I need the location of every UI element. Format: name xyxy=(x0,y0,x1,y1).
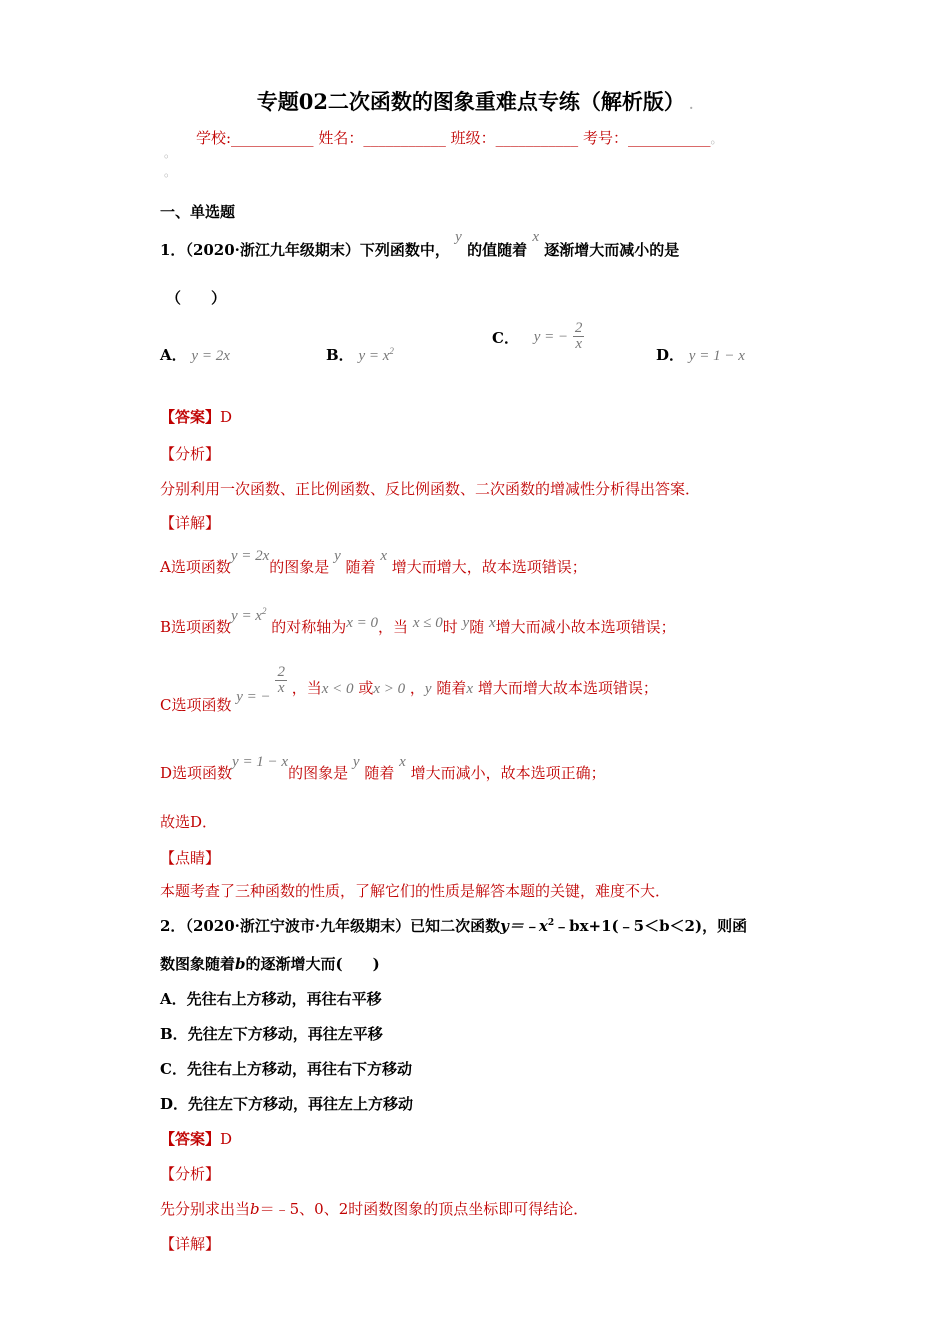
section-heading: 一、单选题 xyxy=(160,203,236,221)
detail-conclusion: 故选D． xyxy=(160,813,218,831)
option-c[interactable]: C． y = − $\frac{2}{x}$ xyxy=(492,320,583,352)
question-2-stem: 2．（2020·浙江宁波市·九年级期末）已知二次函数$y=﹣x^2﹣bx+1(﹣5<b<2)$，则函 xyxy=(160,917,748,935)
option-a[interactable]: A． y = 2x xyxy=(160,346,230,364)
detail-a: A选项函数y = 2x的图象是 y 随着 x 增大而增大，故本选项错误； xyxy=(160,548,587,576)
q2-option-b[interactable]: B．先往左下方移动，再往左平移 xyxy=(160,1025,383,1043)
q2-analysis-tag: 【分析】 xyxy=(160,1165,221,1183)
detail-d: D选项函数y = 1 − x的图象是 y 随着 x 增大而减小，故本选项正确； xyxy=(160,754,606,782)
name-field[interactable]: 姓名：___________ xyxy=(318,129,446,147)
student-info-row: 学校:___________ 姓名：___________ 班级：___________ 考号：___________。 xyxy=(196,129,723,147)
option-b[interactable]: B． $y = x^2$ xyxy=(326,346,394,364)
comment-tag: 【点睛】 xyxy=(160,849,221,867)
paragraph-mark: 。 xyxy=(164,165,177,179)
detail-b: B选项函数$y = x^2$ 的对称轴为x = 0，当 x ≤ 0时 y随 x增大而减小故本选项错误； xyxy=(160,606,676,636)
answer-line: 【答案】D xyxy=(160,408,233,426)
question-1-paren: （ ） xyxy=(166,289,227,307)
page-title: 专题02二次函数的图象重难点专练（解析版） . xyxy=(256,89,694,114)
analysis-text: 分别利用一次函数、正比例函数、反比例函数、二次函数的增减性分析得出答案． xyxy=(160,480,701,498)
comment-text: 本题考查了三种函数的性质，了解它们的性质是解答本题的关键，难度不大． xyxy=(160,882,671,900)
q2-option-c[interactable]: C．先往右上方移动，再往右下方移动 xyxy=(160,1060,412,1078)
detail-c: C选项函数 y = − $\frac{2}{x}$ ，当x < 0 或x > 0 ，y 随着x 增大而增大故本选项错误； xyxy=(160,664,658,714)
class-field[interactable]: 班级：___________ xyxy=(450,129,579,147)
school-field[interactable]: 学校:___________ xyxy=(196,129,314,147)
question-1-stem: 1．（2020·浙江九年级期末）下列函数中， y 的值随着 x 逐渐增大而减小的是 xyxy=(160,229,680,259)
paragraph-mark: 。 xyxy=(164,146,177,160)
detail-tag: 【详解】 xyxy=(160,514,221,532)
analysis-tag: 【分析】 xyxy=(160,445,221,463)
question-2-stem-line2: 数图象随着b的逐渐增大而( ) xyxy=(160,955,380,973)
q2-option-a[interactable]: A．先往右上方移动，再往右平移 xyxy=(160,990,382,1008)
q2-detail-tag: 【详解】 xyxy=(160,1235,221,1253)
number-field[interactable]: 考号：___________ xyxy=(582,129,711,147)
q2-answer-line: 【答案】D xyxy=(160,1130,233,1148)
option-d[interactable]: D． y = 1 − x xyxy=(656,346,745,364)
q2-analysis-text: 先分别求出当b＝﹣5、0、2时函数图象的顶点坐标即可得结论． xyxy=(160,1200,589,1218)
q2-option-d[interactable]: D．先往左下方移动，再往左上方移动 xyxy=(160,1095,414,1113)
